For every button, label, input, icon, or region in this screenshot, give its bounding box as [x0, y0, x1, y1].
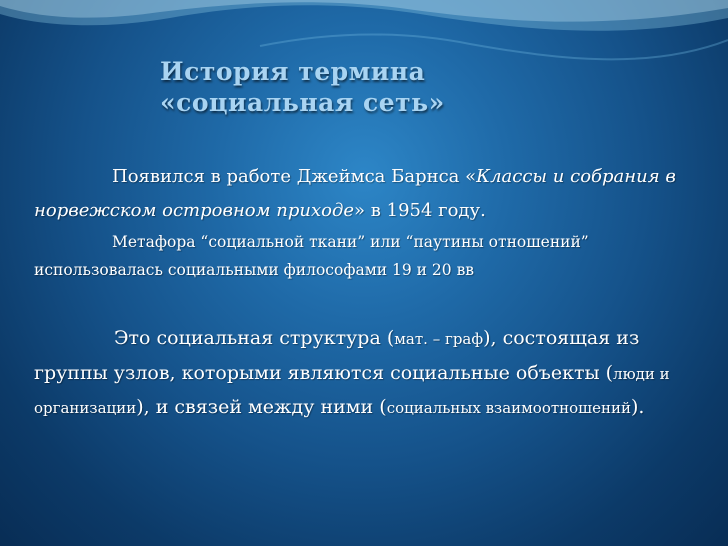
- paragraph-3-t1: Это социальная структура (: [114, 327, 395, 349]
- paragraph-1-lead: Появился в работе Джеймса Барнса «: [112, 166, 477, 187]
- paragraph-3-t2: ), состоящая из группы узлов, которыми являются социальные объекты (: [34, 327, 640, 384]
- paragraph-1: [34, 160, 694, 228]
- paragraph-3-s1: мат. – граф: [394, 330, 484, 348]
- paragraph-1-tail: » в 1954 году.: [354, 200, 486, 221]
- paragraph-3: [34, 322, 694, 426]
- paragraph-3-t4: ).: [631, 396, 645, 418]
- paragraph-2: [34, 228, 694, 284]
- paragraph-3-s3: социальных взаимоотношений: [386, 399, 632, 417]
- paragraph-3-t3: ), и связей между ними (: [136, 396, 387, 418]
- slide-title-line-1: История термина: [160, 57, 426, 86]
- paragraph-3-s2: люди и организации: [34, 364, 670, 417]
- slide-body: [34, 160, 694, 426]
- slide-title-line-2: «социальная сеть»: [160, 88, 445, 117]
- paragraph-1-italic: Классы и собрания в норвежском островном приходе: [34, 166, 676, 221]
- paragraph-2-text: Метафора “социальной ткани” или “паутины отношений” использовалась социальными философами 19 и 20 вв: [34, 233, 589, 279]
- slide-title: [160, 56, 640, 118]
